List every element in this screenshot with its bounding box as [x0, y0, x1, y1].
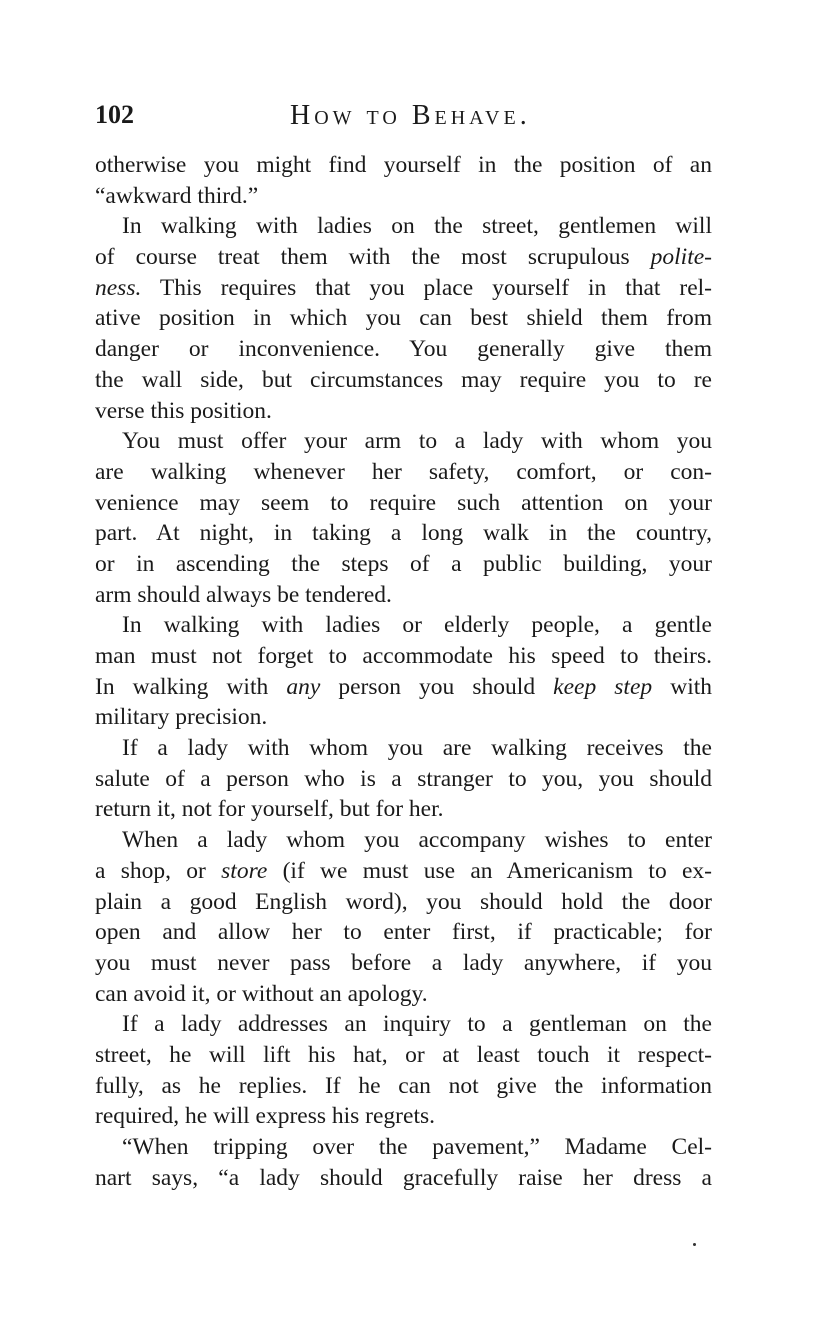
- text-segment: can avoid it, or without an apology.: [95, 980, 428, 1007]
- text-segment: a shop, or: [95, 857, 222, 884]
- text-segment: This requires that you place yourself in that rel-: [141, 274, 712, 301]
- text-line: [95, 211, 712, 242]
- text-segment: verse this position.: [95, 397, 272, 424]
- text-line: [95, 733, 712, 764]
- text-line: [95, 488, 712, 519]
- running-title: How to Behave.: [290, 100, 531, 131]
- text-segment: ative position in which you can best shield them from: [95, 305, 712, 332]
- text-line: [95, 365, 712, 396]
- text-segment: salute of a person who is a stranger to you, you should: [95, 765, 712, 792]
- text-line: [95, 1009, 712, 1040]
- text-line: [95, 979, 712, 1010]
- text-segment: man must not forget to accommodate his speed to theirs.: [95, 643, 712, 669]
- text-segment: or in ascending the steps of a public building, your: [95, 550, 712, 577]
- text-line: [95, 303, 712, 334]
- italic-text: polite-: [650, 244, 712, 271]
- italic-text: keep step: [553, 673, 653, 700]
- text-line: [95, 794, 712, 825]
- text-line: [95, 948, 712, 979]
- page-header: [95, 100, 712, 136]
- text-line: [95, 1163, 712, 1194]
- text-line: [95, 856, 712, 887]
- text-segment: In walking with ladies or elderly people, a gentle: [122, 612, 712, 639]
- text-line: [95, 334, 712, 365]
- text-line: [95, 887, 712, 918]
- body-text: [95, 150, 712, 1193]
- text-line: [95, 396, 712, 427]
- text-line: [95, 457, 712, 488]
- text-segment: military precision.: [95, 704, 268, 731]
- text-line: [95, 917, 712, 948]
- text-segment: (if we must use an Americanism to ex-: [267, 857, 712, 884]
- text-segment: When a lady whom you accompany wishes to enter: [122, 827, 712, 854]
- text-line: [95, 672, 712, 703]
- text-line: [95, 518, 712, 549]
- text-segment: You must offer your arm to a lady with whom you: [122, 428, 712, 455]
- text-segment: danger or inconvenience. You generally give them: [95, 336, 712, 363]
- text-line: [95, 426, 712, 457]
- text-line: [95, 549, 712, 580]
- text-line: [95, 702, 712, 733]
- text-line: [95, 273, 712, 304]
- text-segment: with: [652, 673, 712, 700]
- text-line: [95, 1132, 712, 1163]
- text-line: [95, 1040, 712, 1071]
- text-segment: open and allow her to enter first, if practicable; for: [95, 919, 712, 946]
- text-line: [95, 242, 712, 273]
- text-segment: plain a good English word), you should hold the door: [95, 888, 712, 915]
- text-line: [95, 825, 712, 856]
- text-segment: part. At night, in taking a long walk in the country,: [95, 520, 712, 547]
- text-segment: return it, not for yourself, but for her.: [95, 796, 444, 823]
- text-segment: fully, as he replies. If he can not give the information: [95, 1072, 712, 1099]
- text-segment: the wall side, but circumstances may require you to re: [95, 366, 712, 393]
- text-segment: of course treat them with the most scrupulous: [95, 244, 651, 271]
- text-line: [95, 641, 712, 672]
- text-segment: arm should always be tendered.: [95, 581, 392, 608]
- page-number: 102: [95, 100, 134, 129]
- italic-text: ness.: [95, 274, 142, 301]
- italic-text: store: [221, 857, 268, 884]
- text-segment: you must never pass before a lady anywhere, if you: [95, 949, 712, 976]
- text-segment: street, he will lift his hat, or at least touch it respect-: [95, 1041, 712, 1068]
- text-line: [95, 181, 712, 212]
- text-line: [95, 1101, 712, 1132]
- text-segment: otherwise you might find yourself in the position of an: [95, 152, 712, 178]
- text-segment: “awkward third.”: [95, 182, 259, 209]
- text-segment: If a lady addresses an inquiry to a gentleman on the: [122, 1011, 712, 1038]
- text-segment: required, he will express his regrets.: [95, 1103, 435, 1130]
- text-line: [95, 610, 712, 641]
- text-segment: If a lady with whom you are walking receives the: [122, 735, 712, 762]
- text-segment: venience may seem to require such attention on your: [95, 489, 712, 516]
- text-segment: nart says, “a lady should gracefully raise her dress a: [95, 1164, 712, 1191]
- print-speck: [693, 1243, 696, 1246]
- text-segment: “When tripping over the pavement,” Madame Cel-: [122, 1134, 712, 1160]
- text-segment: person you should: [320, 673, 554, 700]
- text-segment: In walking with: [95, 673, 287, 700]
- text-line: [95, 764, 712, 795]
- text-segment: In walking with ladies on the street, gentlemen will: [122, 213, 712, 240]
- text-segment: are walking whenever her safety, comfort, or con-: [95, 458, 712, 485]
- text-line: [95, 1071, 712, 1102]
- text-line: [95, 150, 712, 181]
- text-line: [95, 580, 712, 611]
- italic-text: any: [286, 673, 321, 700]
